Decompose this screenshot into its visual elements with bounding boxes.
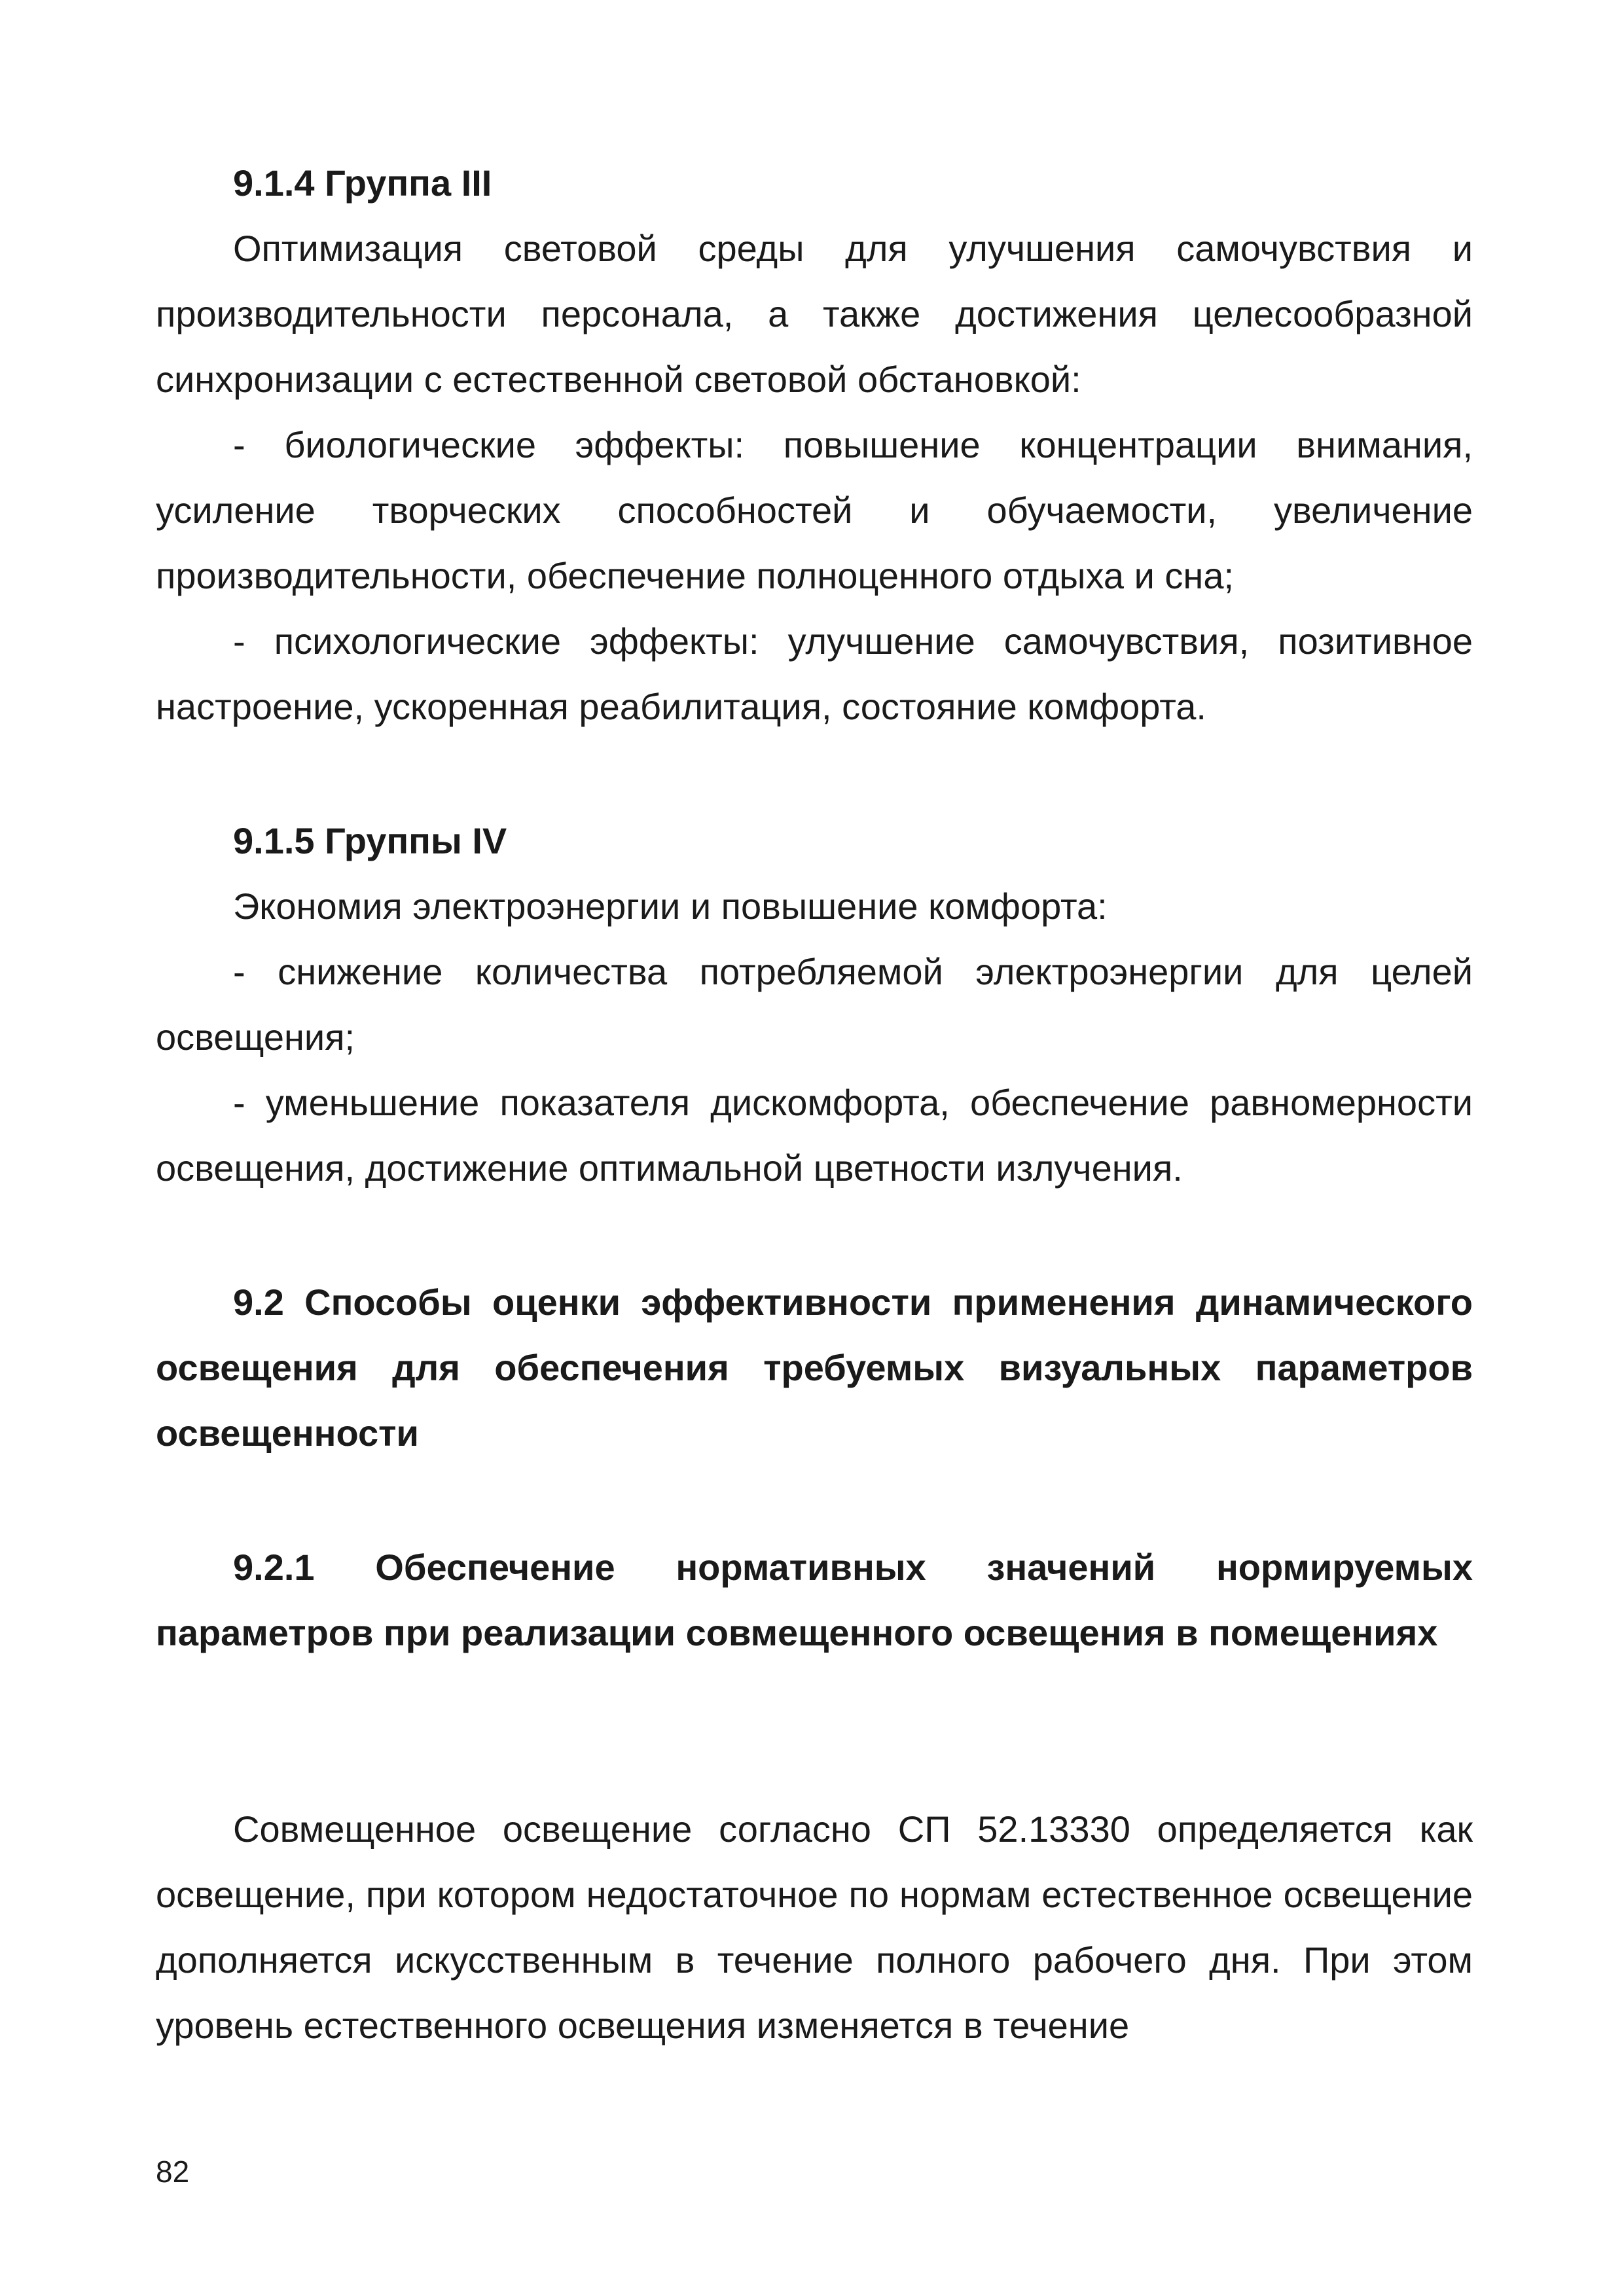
section-9-1-5-bullet-2: - уменьшение показателя дискомфорта, обеспечение равномерности освещения, достижение оптимальной цветности излучения. [156,1082,1473,1189]
section-heading-9-1-4: 9.1.4 Группа III [233,162,492,204]
section-heading-9-2: 9.2 Способы оценки эффективности применения динамического освещения для обеспечения требуемых визуальных параметров освещенности [156,1282,1473,1454]
section-9-1-5-bullet-1: - снижение количества потребляемой электроэнергии для целей освещения; [156,951,1473,1058]
section-9-2-1-paragraph: Совмещенное освещение согласно СП 52.13330 определяется как освещение, при котором недостаточное по нормам естественное освещение дополняется искусственным в течение полного рабочего дня. При этом уровень естественного освещения изменяется в течение [156,1808,1473,2046]
section-9-1-5-intro: Экономия электроэнергии и повышение комфорта: [233,886,1108,927]
section-9-1-4-intro: Оптимизация световой среды для улучшения самочувствия и производительности персонала, а также достижения целесообразной синхронизации с естественной световой обстановкой: [156,228,1473,400]
section-heading-9-2-1: 9.2.1 Обеспечение нормативных значений нормируемых параметров при реализации совмещенного освещения в помещениях [156,1547,1473,1653]
section-9-1-4-bullet-1: - биологические эффекты: повышение концентрации внимания, усиление творческих способностей и обучаемости, увеличение производительности, обеспечение полноценного отдыха и сна; [156,424,1473,596]
page-number: 82 [156,2155,190,2189]
section-9-1-4-bullet-2: - психологические эффекты: улучшение самочувствия, позитивное настроение, ускоренная реабилитация, состояние комфорта. [156,620,1473,727]
section-heading-9-1-5: 9.1.5 Группы IV [233,820,507,861]
